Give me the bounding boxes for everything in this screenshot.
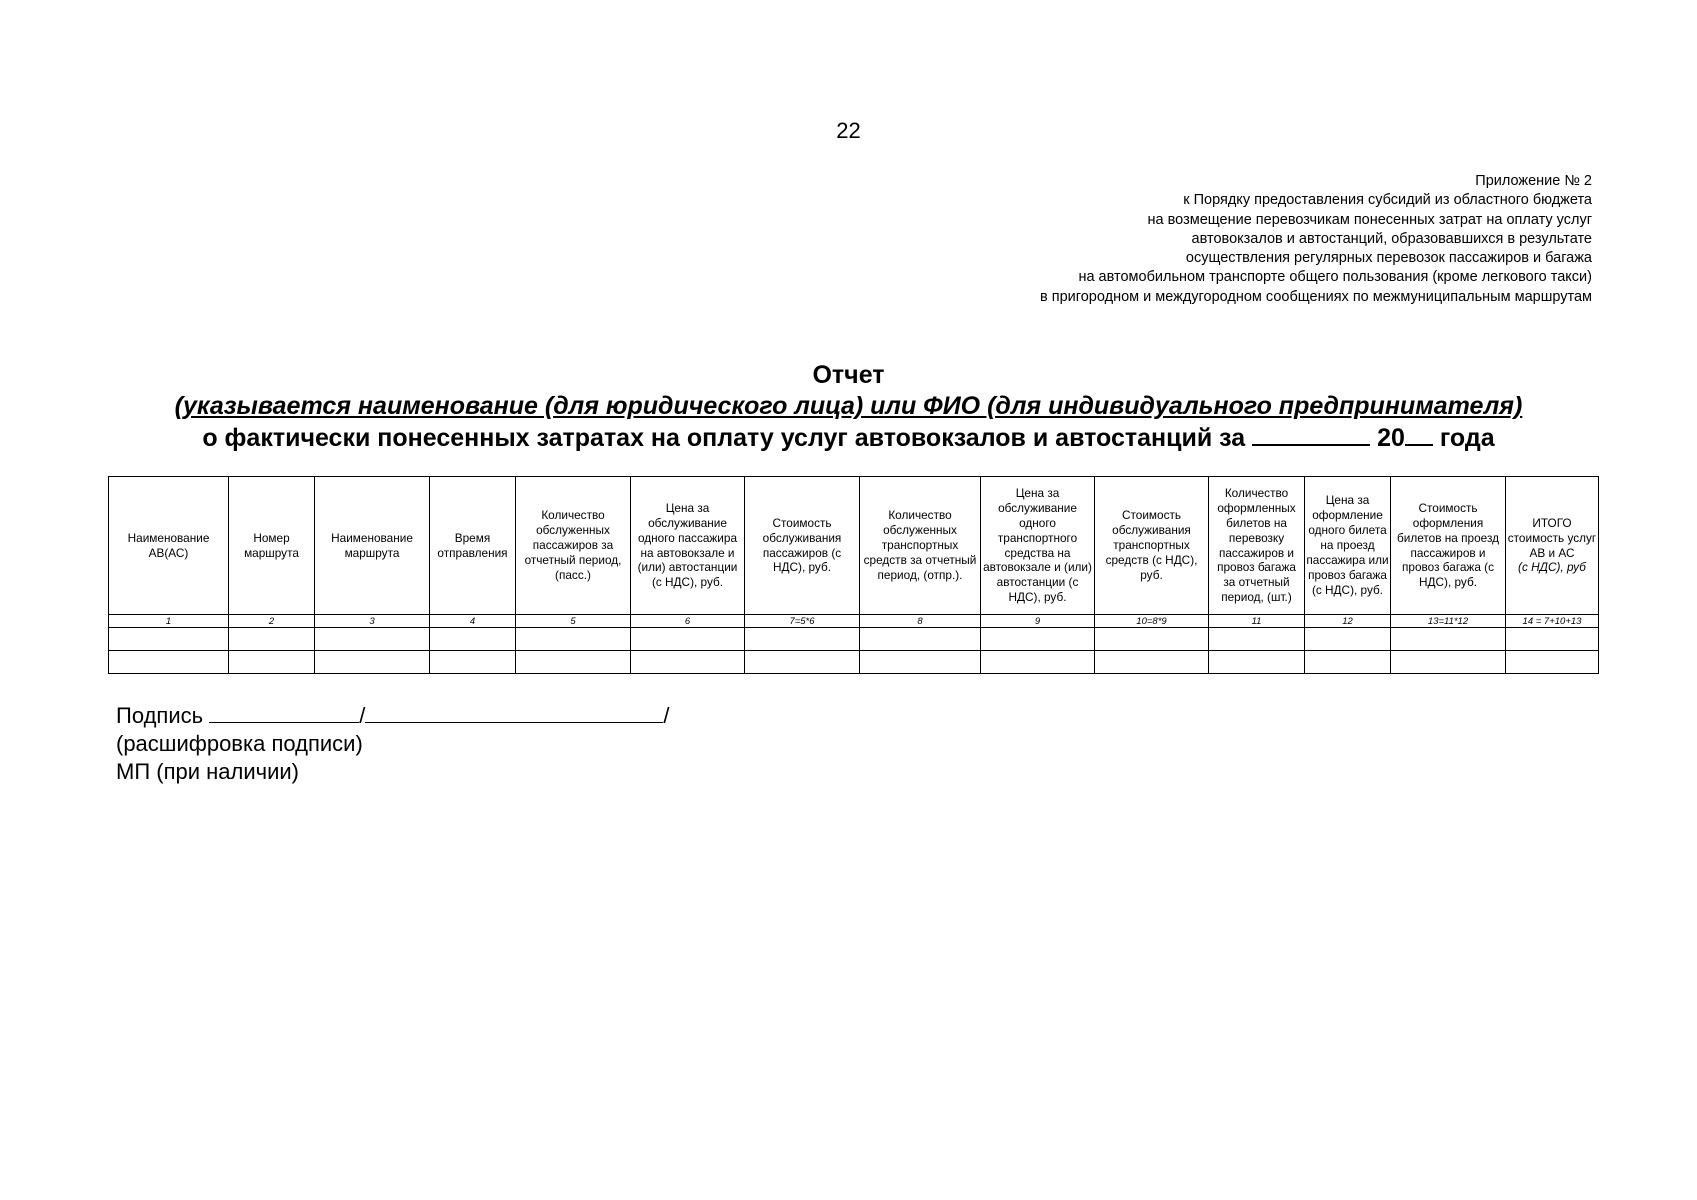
header-cell: Стоимость обслуживания пассажиров (с НДС), руб.	[745, 477, 860, 615]
header-cell: Наименование маршрута	[315, 477, 430, 615]
appendix-line: в пригородном и междугородном сообщениях по межмуниципальным маршрутам	[1040, 288, 1592, 305]
appendix-line: Приложение № 2	[1475, 173, 1592, 189]
column-number: 10=8*9	[1095, 615, 1209, 628]
signature-blank	[209, 702, 359, 723]
column-number: 4	[430, 615, 516, 628]
signature-line	[116, 702, 669, 730]
report-subtitle: (указывается наименование (для юридического лица) или ФИО (для индивидуального предпринимателя)	[174, 392, 1523, 420]
table-cell	[109, 628, 229, 651]
table-cell	[1209, 628, 1305, 651]
table-cell	[745, 651, 860, 674]
table-cell	[430, 628, 516, 651]
table-cell	[315, 628, 430, 651]
header-cell: Цена за обслуживание одного транспортного средства на автовокзале и (или) автостанции (с НДС), руб.	[981, 477, 1095, 615]
header-cell: Время отправления	[430, 477, 516, 615]
header-cell: Цена за обслуживание одного пассажира на автовокзале и (или) автостанции (с НДС), руб.	[631, 477, 745, 615]
column-number: 11	[1209, 615, 1305, 628]
header-cell: Количество оформленных билетов на перевозку пассажиров и провоз багажа за отчетный период, (шт.)	[1209, 477, 1305, 615]
report-table	[108, 476, 1599, 674]
table-cell	[631, 628, 745, 651]
column-number: 1	[109, 615, 229, 628]
table-cell	[745, 628, 860, 651]
appendix-block	[692, 172, 1592, 307]
table-cell	[1095, 628, 1209, 651]
table-cell	[1391, 628, 1506, 651]
table-cell	[1305, 628, 1391, 651]
appendix-line: на автомобильном транспорте общего пользования (кроме легкового такси)	[1078, 269, 1592, 286]
column-number: 9	[981, 615, 1095, 628]
table-row	[109, 651, 1599, 674]
column-number: 6	[631, 615, 745, 628]
table-cell	[631, 651, 745, 674]
appendix-line: на возмещение перевозчикам понесенных затрат на оплату услуг	[1147, 211, 1592, 228]
signature-decode-blank	[365, 702, 663, 723]
signature-block	[116, 702, 669, 786]
header-cell: Номер маршрута	[229, 477, 315, 615]
table-cell	[981, 628, 1095, 651]
column-number: 8	[860, 615, 981, 628]
signature-slash-end: /	[663, 703, 670, 728]
table-cell	[1305, 651, 1391, 674]
header-row	[109, 477, 1599, 615]
header-cell: Количество обслуженных пассажиров за отчетный период, (пасс.)	[516, 477, 631, 615]
appendix-line: осуществления регулярных перевозок пассажиров и багажа	[1185, 250, 1592, 267]
signature-slash: /	[359, 703, 366, 728]
column-number-row	[109, 615, 1599, 628]
table-cell	[860, 651, 981, 674]
table-cell	[315, 651, 430, 674]
header-cell: Количество обслуженных транспортных средств за отчетный период, (отпр.).	[860, 477, 981, 615]
column-number: 2	[229, 615, 315, 628]
table-cell	[516, 651, 631, 674]
appendix-line: к Порядку предоставления субсидий из областного бюджета	[1183, 192, 1592, 209]
total-header-vat: (с НДС), руб	[1518, 560, 1586, 575]
header-cell-total	[1506, 477, 1599, 615]
column-number: 5	[516, 615, 631, 628]
table-cell	[981, 651, 1095, 674]
report-title: Отчет	[812, 361, 885, 389]
page-number: 22	[836, 118, 861, 143]
column-number: 14 = 7+10+13	[1506, 615, 1599, 628]
total-header-text: ИТОГО стоимость услуг АВ и АС	[1507, 515, 1597, 560]
header-cell: Стоимость обслуживания транспортных средств (с НДС), руб.	[1095, 477, 1209, 615]
table-cell	[860, 628, 981, 651]
table-cell	[430, 651, 516, 674]
table-cell	[1506, 651, 1599, 674]
appendix-line: автовокзалов и автостанций, образовавшихся в результате	[1191, 230, 1592, 247]
table-cell	[109, 651, 229, 674]
table-cell	[1506, 628, 1599, 651]
table-cell	[229, 628, 315, 651]
header-cell: Цена за оформление одного билета на проезд пассажира или провоз багажа (с НДС), руб.	[1305, 477, 1391, 615]
column-number: 7=5*6	[745, 615, 860, 628]
year-prefix: 20	[1377, 424, 1405, 452]
signature-label: Подпись	[116, 703, 204, 728]
table-row	[109, 628, 1599, 651]
table-cell	[1095, 651, 1209, 674]
table-cell	[1209, 651, 1305, 674]
header-cell: Наименование АВ(АС)	[109, 477, 229, 615]
year-blank	[1405, 422, 1433, 446]
column-number: 3	[315, 615, 430, 628]
signature-decode-label: (расшифровка подписи)	[116, 731, 363, 756]
stamp-label: МП (при наличии)	[116, 759, 300, 784]
table-cell	[516, 628, 631, 651]
header-cell: Стоимость оформления билетов на проезд пассажиров и провоз багажа (с НДС), руб.	[1391, 477, 1506, 615]
year-suffix: года	[1439, 424, 1495, 452]
column-number: 13=11*12	[1391, 615, 1506, 628]
table-cell	[229, 651, 315, 674]
report-period-text: о фактически понесенных затратах на оплату услуг автовокзалов и автостанций за	[202, 424, 1246, 452]
period-blank	[1252, 422, 1370, 446]
column-number: 12	[1305, 615, 1391, 628]
report-period-line	[0, 422, 1697, 454]
report-heading	[0, 360, 1697, 454]
table-cell	[1391, 651, 1506, 674]
